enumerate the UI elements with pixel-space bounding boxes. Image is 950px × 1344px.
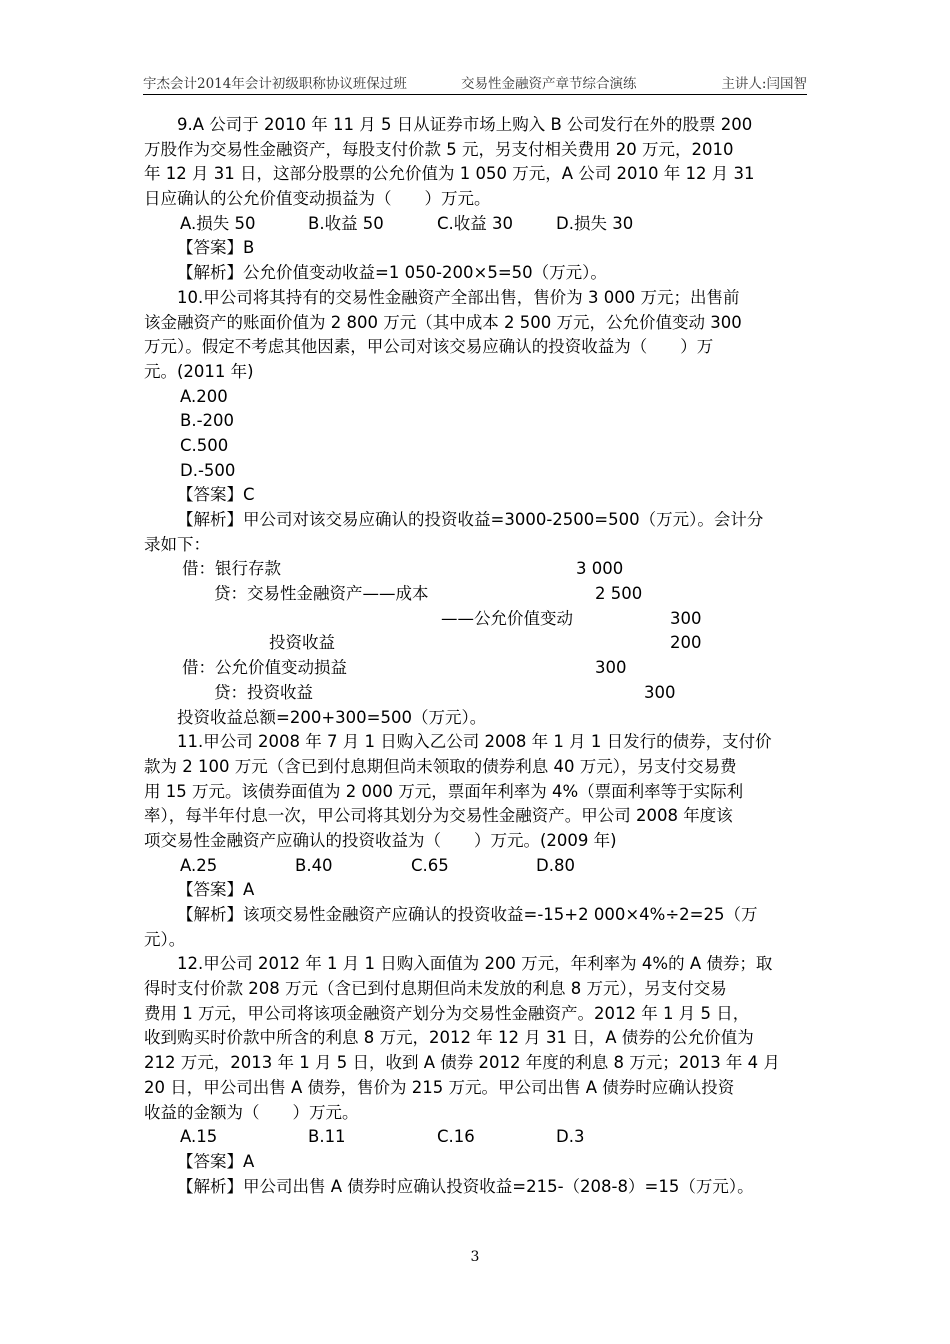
option-a: A.15 bbox=[180, 1127, 218, 1147]
question-text-line: 项交易性金融资产应确认的投资收益为（ ）万元。(2009 年) bbox=[144, 830, 617, 850]
question-text-line: 用 15 万元。该债券面值为 2 000 万元，票面年利率为 4%（票面利率等于实际利 bbox=[144, 781, 744, 801]
option-d: D.80 bbox=[536, 855, 575, 875]
journal-entries bbox=[144, 557, 808, 705]
document-body bbox=[144, 113, 808, 1199]
option-c: C.500 bbox=[180, 435, 229, 455]
question-text-line: 10.甲公司将其持有的交易性金融资产全部出售，售价为 3 000 万元；出售前 bbox=[177, 287, 740, 307]
question-text-line: 年 12 月 31 日，这部分股票的公允价值为 1 050 万元，A 公司 2010 年 12 月 31 bbox=[144, 164, 755, 184]
journal-entry-row bbox=[144, 681, 808, 706]
entry-amount: 3 000 bbox=[576, 559, 624, 579]
question-text-line: 收到购买时价款中所含的利息 8 万元，2012 年 12 月 31 日，A 债券的公允价值为 bbox=[144, 1028, 754, 1048]
entry-account: 贷：交易性金融资产——成本 bbox=[214, 584, 429, 604]
question-11 bbox=[144, 730, 808, 952]
option-a: A.损失 50 bbox=[180, 213, 256, 233]
header-lecturer: 主讲人:闫国智 bbox=[721, 76, 807, 92]
question-text-line: 万股作为交易性金融资产，每股支付价款 5 元，另支付相关费用 20 万元，2010 bbox=[144, 139, 734, 159]
option-c: C.收益 30 bbox=[437, 213, 514, 233]
option-c: C.16 bbox=[437, 1127, 475, 1147]
option-b: B.11 bbox=[308, 1127, 346, 1147]
options-row bbox=[144, 1125, 808, 1150]
entry-account: 借：银行存款 bbox=[182, 559, 281, 579]
question-text-line: 12.甲公司 2012 年 1 月 1 日购入面值为 200 万元，年利率为 4%的 A 债券；取 bbox=[177, 954, 773, 974]
answer: 【答案】C bbox=[177, 485, 255, 505]
question-text-line: 率），每半年付息一次，甲公司将其划分为交易性金融资产。甲公司 2008 年度该 bbox=[144, 806, 733, 826]
question-text-line: 费用 1 万元，甲公司将该项金融资产划分为交易性金融资产。2012 年 1 月 5 日， bbox=[144, 1003, 750, 1023]
option-b: B.-200 bbox=[180, 411, 235, 431]
journal-entry-row bbox=[144, 582, 808, 607]
entry-amount: 300 bbox=[595, 658, 627, 678]
analysis: 【解析】公允价值变动收益=1 050-200×5=50（万元）。 bbox=[177, 263, 607, 283]
analysis-line: 元）。 bbox=[144, 929, 186, 949]
entry-account: ——公允价值变动 bbox=[441, 608, 573, 628]
question-text-line: 收益的金额为（ ）万元。 bbox=[144, 1102, 359, 1122]
header-chapter-title: 交易性金融资产章节综合演练 bbox=[461, 76, 637, 92]
journal-entry-row bbox=[144, 631, 808, 656]
analysis-line: 录如下： bbox=[144, 534, 210, 554]
option-a: A.200 bbox=[180, 386, 228, 406]
header-course-title: 宇杰会计2014年会计初级职称协议班保过班 bbox=[143, 76, 407, 92]
answer: 【答案】B bbox=[177, 238, 255, 258]
option-c: C.65 bbox=[411, 855, 449, 875]
analysis: 【解析】甲公司出售 A 债券时应确认投资收益=215-（208-8）=15（万元）。 bbox=[177, 1176, 754, 1196]
answer: 【答案】A bbox=[177, 1151, 255, 1171]
option-d: D.-500 bbox=[180, 460, 236, 480]
journal-entry-row bbox=[144, 656, 808, 681]
option-a: A.25 bbox=[180, 855, 218, 875]
entry-amount: 2 500 bbox=[595, 584, 643, 604]
question-text-line: 日应确认的公允价值变动损益为（ ）万元。 bbox=[144, 189, 491, 209]
question-9 bbox=[144, 113, 808, 286]
header-divider bbox=[143, 94, 807, 95]
question-text-line: 20 日，甲公司出售 A 债券，售价为 215 万元。甲公司出售 A 债券时应确认投资 bbox=[144, 1077, 735, 1097]
question-text-line: 款为 2 100 万元（含已到付息期但尚未领取的债券利息 40 万元），另支付交易费 bbox=[144, 756, 737, 776]
question-text-line: 212 万元，2013 年 1 月 5 日，收到 A 债券 2012 年度的利息 8 万元；2013 年 4 月 bbox=[144, 1053, 780, 1073]
question-text-line: 该金融资产的账面价值为 2 800 万元（其中成本 2 500 万元，公允价值变动 300 bbox=[144, 312, 742, 332]
question-text-line: 9.A 公司于 2010 年 11 月 5 日从证券市场上购入 B 公司发行在外的股票 200 bbox=[177, 115, 753, 134]
total-line: 投资收益总额=200+300=500（万元）。 bbox=[177, 707, 487, 727]
question-12 bbox=[144, 952, 808, 1199]
question-text-line: 11.甲公司 2008 年 7 月 1 日购入乙公司 2008 年 1 月 1 日发行的债券，支付价 bbox=[177, 732, 772, 752]
options-row bbox=[144, 854, 808, 879]
page-number: 3 bbox=[470, 1249, 480, 1265]
entry-account: 借：公允价值变动损益 bbox=[182, 658, 347, 678]
question-10 bbox=[144, 286, 808, 730]
entry-amount: 300 bbox=[670, 608, 702, 628]
option-b: B.40 bbox=[295, 855, 333, 875]
question-text-line: 万元）。假定不考虑其他因素，甲公司对该交易应确认的投资收益为（ ）万 bbox=[144, 337, 714, 357]
option-d: D.3 bbox=[556, 1127, 585, 1147]
options-row bbox=[144, 212, 808, 237]
page-header bbox=[143, 70, 807, 94]
entry-account: 贷：投资收益 bbox=[214, 682, 313, 702]
option-b: B.收益 50 bbox=[308, 213, 384, 233]
entry-amount: 200 bbox=[670, 633, 702, 653]
question-text-line: 元。(2011 年) bbox=[144, 361, 254, 381]
entry-account: 投资收益 bbox=[269, 633, 335, 653]
answer: 【答案】A bbox=[177, 880, 255, 900]
entry-amount: 300 bbox=[644, 682, 676, 702]
option-d: D.损失 30 bbox=[556, 213, 634, 233]
journal-entry-row bbox=[144, 557, 808, 582]
journal-entry-row bbox=[144, 607, 808, 632]
analysis-line: 【解析】甲公司对该交易应确认的投资收益=3000-2500=500（万元）。会计分 bbox=[177, 510, 764, 529]
question-text-line: 得时支付价款 208 万元（含已到付息期但尚未发放的利息 8 万元），另支付交易 bbox=[144, 979, 727, 999]
analysis-line: 【解析】该项交易性金融资产应确认的投资收益=-15+2 000×4%÷2=25（万 bbox=[177, 905, 758, 924]
